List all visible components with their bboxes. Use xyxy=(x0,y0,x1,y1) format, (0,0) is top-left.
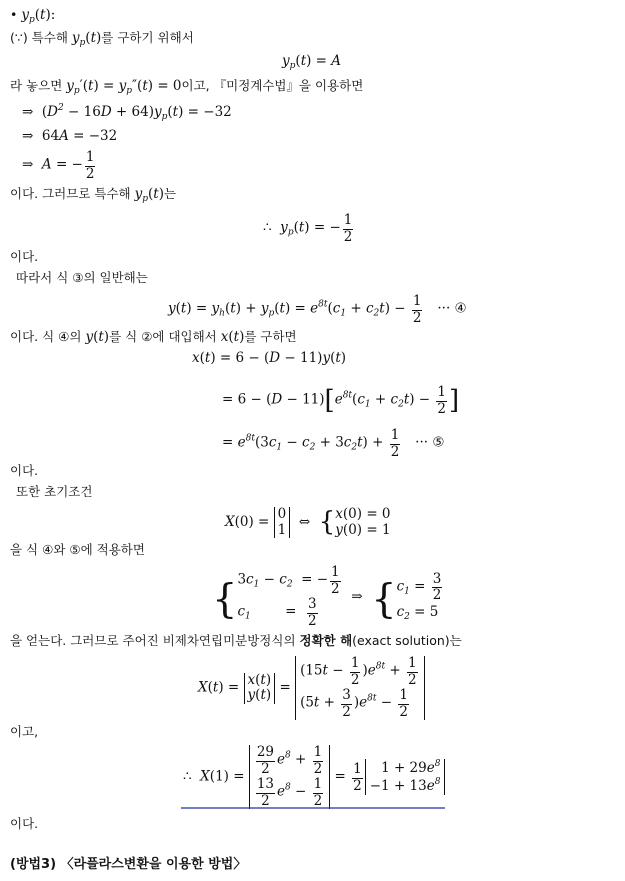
x1-value: ∴ X(1) = $\frac{29}{2}$ $e^8$ + $\frac{1}{2}$ $\frac{13}{2}$ $e^8$ − $\frac{1}{2}$ = $\frac{1}{2}$ $1 + 29e^8$ $-1 + 13e^8$ xyxy=(183,745,445,809)
line-coefficient-method: 라 놓으면 $y_p'(t) = y_p''(t) = 0$이고, 『미정계수법』을 이용하면 xyxy=(10,78,364,96)
step-2: ⇒ 64A = −32 xyxy=(22,128,118,144)
line-ida-3: 이다. xyxy=(10,816,39,831)
line-exact: 을 얻는다. 그러므로 주어진 비제차연립미분방정식의 정확한 해(exact solution)는 xyxy=(10,633,462,648)
eq-assume: $y_p(t) = A$ xyxy=(282,53,342,71)
x-eq-2: = $6 - (D - 11)[e^{8t}(c_1 + c_2t)$ − $\frac{1}{2}$ ] xyxy=(222,384,460,417)
line-igo: 이고, xyxy=(10,724,39,739)
line-particular: 이다. 그러므로 특수해 $y_p(t)$는 xyxy=(10,186,177,204)
method-heading: (방법3) 〈라플라스변환을 이용한 방법〉 xyxy=(10,857,247,872)
x-eq-3: = $e^{8t}(3c_1 - c_2 + 3c_2t)$ + $\frac{1}{2}$ ··· ⑤ xyxy=(222,427,445,460)
bullet-yp: • $y_p(t)$: xyxy=(10,7,56,25)
because-line: (∵) 특수해 $y_p(t)$를 구하기 위해서 xyxy=(10,30,194,48)
therefore-yp: ∴ $y_p(t)$ = − $\frac{1}{2}$ xyxy=(263,212,353,245)
x-eq-1: x(t) = 6 − (D − 11)y(t) xyxy=(192,350,347,366)
exact-solution: X(t) = x(t) y(t) = (15t − $\frac{1}{2}$ )$e^{8t}$ + $\frac{1}{2}$ (5t + $\frac{3}{2}$ )$e^{8t}$ − $\frac{1}{2}$ xyxy=(198,656,425,720)
constants-system: { $3c_1 - c_2$ = − $\frac{1}{2}$ $c_1$ = $\frac{3}{2}$ ⇒ { $c_1$ = $\frac{3}{2}$ $c_2 = 5$ xyxy=(212,564,442,629)
initial-condition: X(0) = 0 1 ⇔ { x(0) = 0 y(0) = 1 xyxy=(225,506,391,538)
line-ida-2: 이다. xyxy=(10,463,39,478)
line-ida-1: 이다. xyxy=(10,249,39,264)
line-general: 따라서 식 ③의 일반해는 xyxy=(16,270,148,285)
general-solution: $y(t) = y_h(t) + y_p(t) = e^{8t}(c_1 + c_2t)$ − $\frac{1}{2}$ ··· ④ xyxy=(168,293,467,326)
line-substitute: 이다. 식 ④의 y(t)를 식 ②에 대입해서 x(t)를 구하면 xyxy=(10,329,297,345)
line-apply: 을 식 ④와 ⑤에 적용하면 xyxy=(10,542,145,557)
step-1: ⇒ $(D^2 - 16D + 64)y_p(t) = -32$ xyxy=(22,103,232,122)
line-initial: 또한 초기조건 xyxy=(16,484,93,499)
step-3: ⇒ A = − $\frac{1}{2}$ xyxy=(22,149,95,182)
